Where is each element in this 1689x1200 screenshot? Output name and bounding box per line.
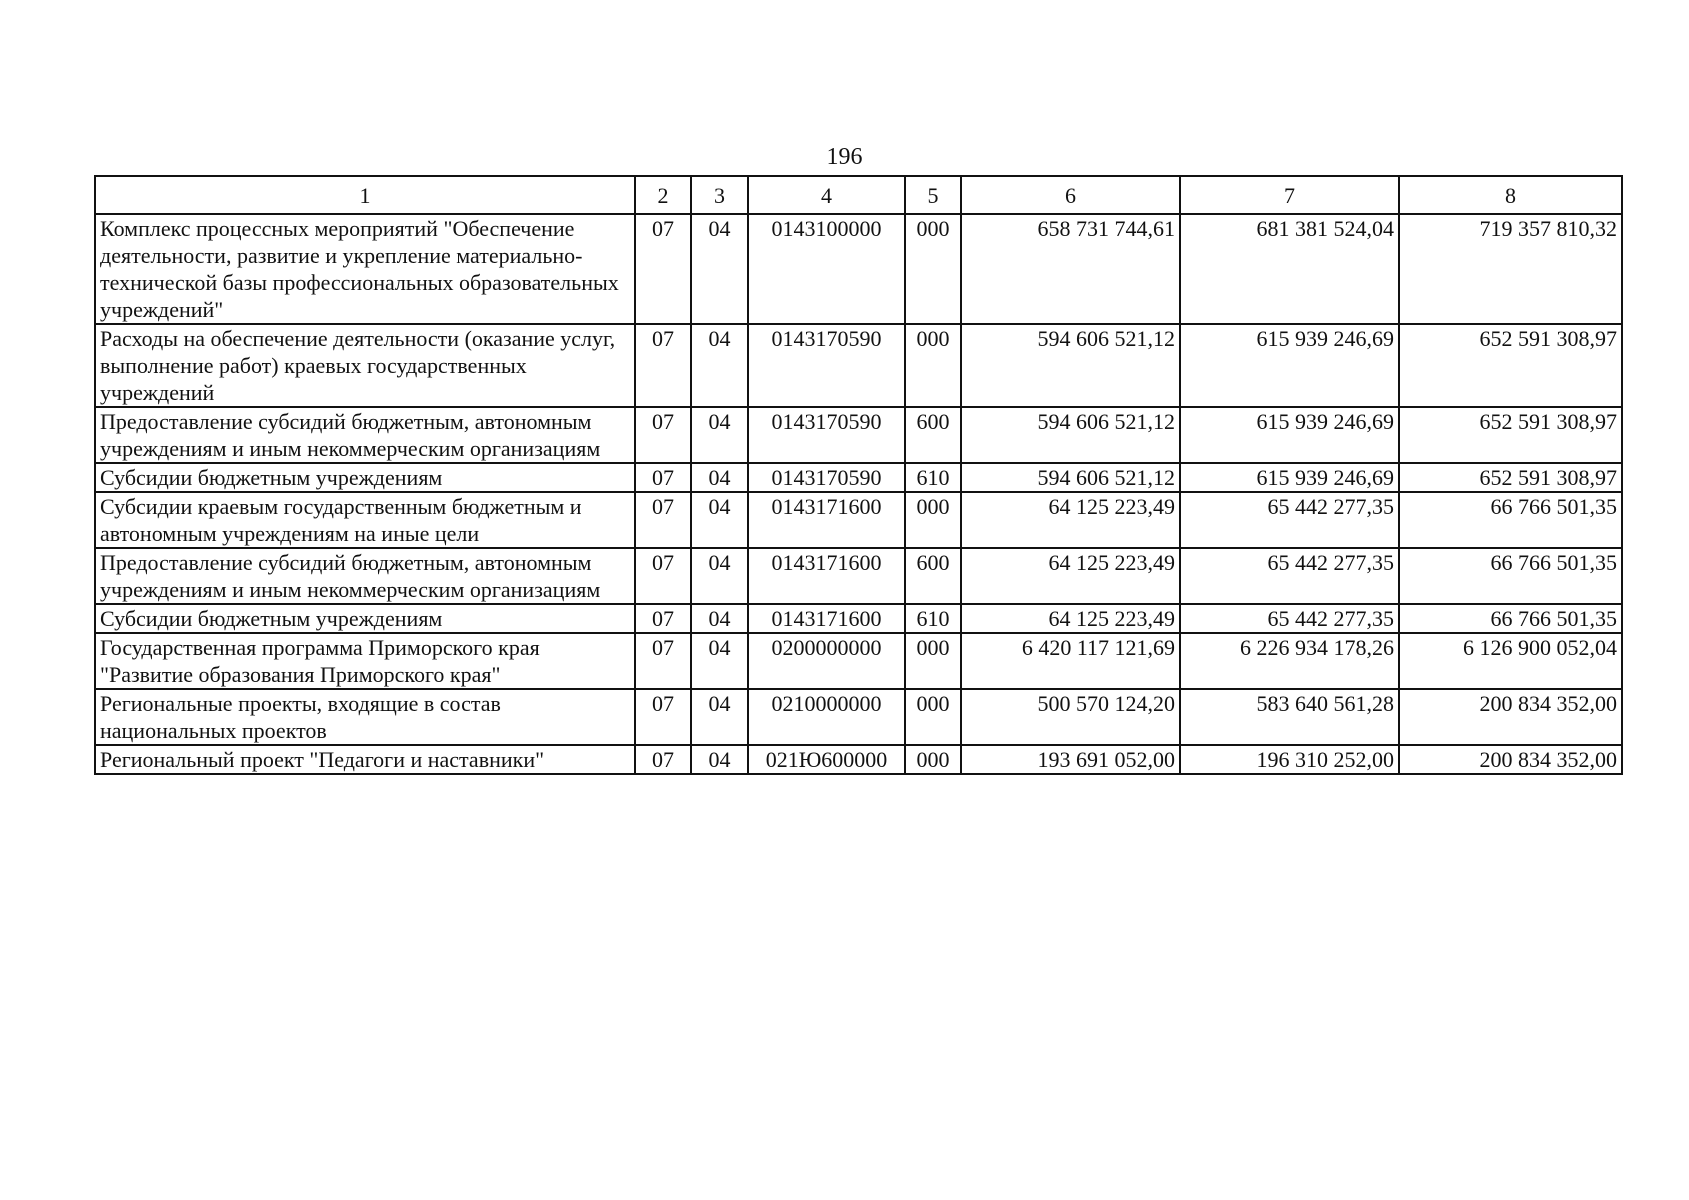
row-amount-8: 66 766 501,35 bbox=[1399, 548, 1622, 604]
row-section: 07 bbox=[635, 604, 691, 633]
row-subsection: 04 bbox=[691, 324, 748, 407]
row-amount-6: 193 691 052,00 bbox=[961, 745, 1180, 774]
row-amount-6: 658 731 744,61 bbox=[961, 214, 1180, 324]
row-expense-type: 000 bbox=[905, 324, 961, 407]
row-amount-8: 66 766 501,35 bbox=[1399, 492, 1622, 548]
table-row bbox=[95, 548, 1622, 604]
row-target: 0200000000 bbox=[748, 633, 905, 689]
table-row bbox=[95, 214, 1622, 324]
row-amount-8: 200 834 352,00 bbox=[1399, 689, 1622, 745]
table-row bbox=[95, 407, 1622, 463]
row-subsection: 04 bbox=[691, 604, 748, 633]
row-amount-8: 200 834 352,00 bbox=[1399, 745, 1622, 774]
row-expense-type: 000 bbox=[905, 745, 961, 774]
row-target: 0143171600 bbox=[748, 492, 905, 548]
row-amount-6: 594 606 521,12 bbox=[961, 463, 1180, 492]
row-expense-type: 610 bbox=[905, 604, 961, 633]
row-subsection: 04 bbox=[691, 463, 748, 492]
row-expense-type: 000 bbox=[905, 689, 961, 745]
row-amount-8: 66 766 501,35 bbox=[1399, 604, 1622, 633]
row-target: 0143170590 bbox=[748, 407, 905, 463]
row-amount-8: 652 591 308,97 bbox=[1399, 407, 1622, 463]
row-name: Региональный проект "Педагоги и наставники" bbox=[95, 745, 635, 774]
header-col-2: 2 bbox=[635, 176, 691, 214]
row-amount-7: 196 310 252,00 bbox=[1180, 745, 1399, 774]
row-section: 07 bbox=[635, 463, 691, 492]
row-amount-7: 681 381 524,04 bbox=[1180, 214, 1399, 324]
row-amount-6: 594 606 521,12 bbox=[961, 324, 1180, 407]
page-number: 196 bbox=[826, 144, 863, 170]
row-section: 07 bbox=[635, 633, 691, 689]
row-section: 07 bbox=[635, 492, 691, 548]
row-section: 07 bbox=[635, 324, 691, 407]
row-subsection: 04 bbox=[691, 633, 748, 689]
header-row bbox=[95, 176, 1622, 214]
table-row bbox=[95, 745, 1622, 774]
row-name: Государственная программа Приморского края "Развитие образования Приморского края" bbox=[95, 633, 635, 689]
header-col-7: 7 bbox=[1180, 176, 1399, 214]
row-name: Субсидии краевым государственным бюджетным и автономным учреждениям на иные цели bbox=[95, 492, 635, 548]
row-section: 07 bbox=[635, 407, 691, 463]
row-amount-7: 615 939 246,69 bbox=[1180, 324, 1399, 407]
row-name: Региональные проекты, входящие в состав национальных проектов bbox=[95, 689, 635, 745]
row-target: 0143100000 bbox=[748, 214, 905, 324]
row-subsection: 04 bbox=[691, 407, 748, 463]
table-row bbox=[95, 604, 1622, 633]
row-subsection: 04 bbox=[691, 548, 748, 604]
header-col-1: 1 bbox=[95, 176, 635, 214]
row-name: Расходы на обеспечение деятельности (оказание услуг, выполнение работ) краевых государственных учреждений bbox=[95, 324, 635, 407]
row-expense-type: 600 bbox=[905, 548, 961, 604]
row-amount-8: 652 591 308,97 bbox=[1399, 324, 1622, 407]
row-target: 0210000000 bbox=[748, 689, 905, 745]
row-section: 07 bbox=[635, 745, 691, 774]
row-target: 0143170590 bbox=[748, 463, 905, 492]
row-amount-7: 615 939 246,69 bbox=[1180, 407, 1399, 463]
budget-table bbox=[94, 175, 1623, 775]
row-section: 07 bbox=[635, 214, 691, 324]
table-row bbox=[95, 324, 1622, 407]
row-amount-6: 6 420 117 121,69 bbox=[961, 633, 1180, 689]
row-amount-7: 6 226 934 178,26 bbox=[1180, 633, 1399, 689]
row-subsection: 04 bbox=[691, 689, 748, 745]
row-target: 021Ю600000 bbox=[748, 745, 905, 774]
table-row bbox=[95, 463, 1622, 492]
row-section: 07 bbox=[635, 548, 691, 604]
row-amount-8: 719 357 810,32 bbox=[1399, 214, 1622, 324]
row-amount-6: 594 606 521,12 bbox=[961, 407, 1180, 463]
row-name: Субсидии бюджетным учреждениям bbox=[95, 463, 635, 492]
row-amount-7: 615 939 246,69 bbox=[1180, 463, 1399, 492]
row-name: Субсидии бюджетным учреждениям bbox=[95, 604, 635, 633]
header-col-5: 5 bbox=[905, 176, 961, 214]
row-target: 0143170590 bbox=[748, 324, 905, 407]
row-amount-7: 583 640 561,28 bbox=[1180, 689, 1399, 745]
row-target: 0143171600 bbox=[748, 604, 905, 633]
row-expense-type: 600 bbox=[905, 407, 961, 463]
row-amount-8: 6 126 900 052,04 bbox=[1399, 633, 1622, 689]
header-col-3: 3 bbox=[691, 176, 748, 214]
header-col-4: 4 bbox=[748, 176, 905, 214]
row-subsection: 04 bbox=[691, 214, 748, 324]
row-amount-7: 65 442 277,35 bbox=[1180, 604, 1399, 633]
row-name: Предоставление субсидий бюджетным, автономным учреждениям и иным некоммерческим организациям bbox=[95, 407, 635, 463]
row-expense-type: 610 bbox=[905, 463, 961, 492]
row-amount-7: 65 442 277,35 bbox=[1180, 548, 1399, 604]
row-target: 0143171600 bbox=[748, 548, 905, 604]
table-row bbox=[95, 633, 1622, 689]
row-expense-type: 000 bbox=[905, 492, 961, 548]
row-subsection: 04 bbox=[691, 745, 748, 774]
table-row bbox=[95, 492, 1622, 548]
row-name: Предоставление субсидий бюджетным, автономным учреждениям и иным некоммерческим организациям bbox=[95, 548, 635, 604]
table-row bbox=[95, 689, 1622, 745]
row-subsection: 04 bbox=[691, 492, 748, 548]
row-amount-7: 65 442 277,35 bbox=[1180, 492, 1399, 548]
row-amount-6: 500 570 124,20 bbox=[961, 689, 1180, 745]
row-amount-6: 64 125 223,49 bbox=[961, 604, 1180, 633]
row-amount-6: 64 125 223,49 bbox=[961, 548, 1180, 604]
row-section: 07 bbox=[635, 689, 691, 745]
row-expense-type: 000 bbox=[905, 633, 961, 689]
header-col-6: 6 bbox=[961, 176, 1180, 214]
row-amount-6: 64 125 223,49 bbox=[961, 492, 1180, 548]
row-expense-type: 000 bbox=[905, 214, 961, 324]
row-amount-8: 652 591 308,97 bbox=[1399, 463, 1622, 492]
row-name: Комплекс процессных мероприятий "Обеспечение деятельности, развитие и укрепление материально-технической базы профессиональных образовательных учреждений" bbox=[95, 214, 635, 324]
header-col-8: 8 bbox=[1399, 176, 1622, 214]
